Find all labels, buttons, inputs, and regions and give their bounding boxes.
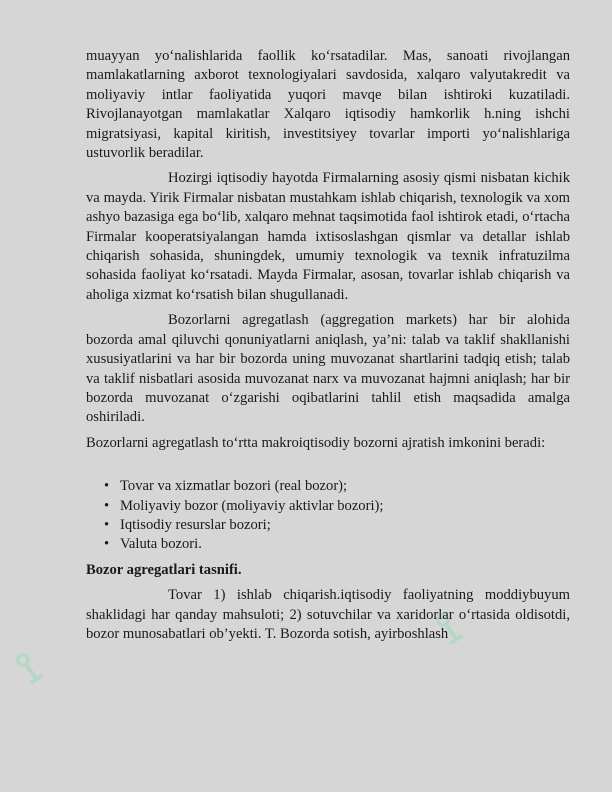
paragraph-5: Tovar 1) ishlab chiqarish.iqtisodiy faoliyatning moddiybuyum shaklidagi har qanday mahsuloti; 2) sotuvchilar va xaridorlar o‘rtasida oldisotdi, bozor munosabatlari ob’yekti. T. Bozorda sotish, ayirboshlash — [86, 587, 570, 642]
list-item: • Iqtisodiy resurslar bozori; — [86, 516, 570, 535]
paragraph-4: Bozorlarni agregatlash to‘rtta makroiqtisodiy bozorni ajratish imkonini beradi: — [86, 434, 546, 451]
paragraph-1: muayyan yo‘nalishlarida faollik ko‘rsatadilar. Mas, sanoati rivojlangan mamlakatlarning axborot texnologiyalari savdosida, xalqaro valyutakredit va moliyaviy intlar faoliyatida yuqori mavqe bilan ishtiroki kuzatiladi. Rivojlanayotgan mamlakatlar Xalqaro iqtisodiy hamkorlik h.ning ishchi migratsiyasi, kapital kiritish, investitsiyey tovarlar importi yo‘nalishlariga ustuvorlik beradilar. — [86, 48, 570, 162]
list-item: • Moliyaviy bozor (moliyaviy aktivlar bozori); — [86, 497, 570, 516]
market-list — [86, 477, 570, 555]
list-item: • Tovar va xizmatlar bozori (real bozor); — [86, 477, 570, 496]
section-heading: Bozor agregatlari tasnifi. — [86, 561, 242, 578]
document-page — [86, 47, 570, 644]
watermark-right: ⟟ — [425, 600, 471, 655]
paragraph-3: Bozorlarni agregatlash (aggregation markets) har bir alohida bozorda amal qiluvchi qonuniyatlarni aniqlash, ya’ni: talab va taklif shakllanishi xususiyatlarini va har bir bozorda uning muvozanat shartlarini tadqiq etish; talab va taklif nisbatlari asosida muvozanat narx va muvozanat hajmni aniqlash; har bir bozorda muvozanat o‘zgarishi oqibatlarini tahlil etish maqsadida amalga oshiriladi. — [86, 312, 570, 426]
list-item: • Valuta bozori. — [86, 535, 570, 554]
paragraph-2: Hozirgi iqtisodiy hayotda Firmalarning asosiy qismi nisbatan kichik va mayda. Yirik Firmalar nisbatan mustahkam ishlab chiqarish, texnologik va xom ashyo bazasiga ega bo‘lib, xalqaro mehnat taqsimotida faol ishtirok etadi, o‘rtacha Firmalar kooperatsiyalangan hamda ixtisoslashgan qismlar va detallar ishlab chiqarish sohasida, shuningdek, umumiy texnologik va texnik infratuzilma sohasida faoliyat ko‘rsatadi. Mayda Firmalar, asosan, tovarlar ishlab chiqarish va aholiga xizmat ko‘rsatish bilan shugullanadi. — [86, 170, 570, 303]
watermark-left: ⟟ — [5, 640, 51, 695]
